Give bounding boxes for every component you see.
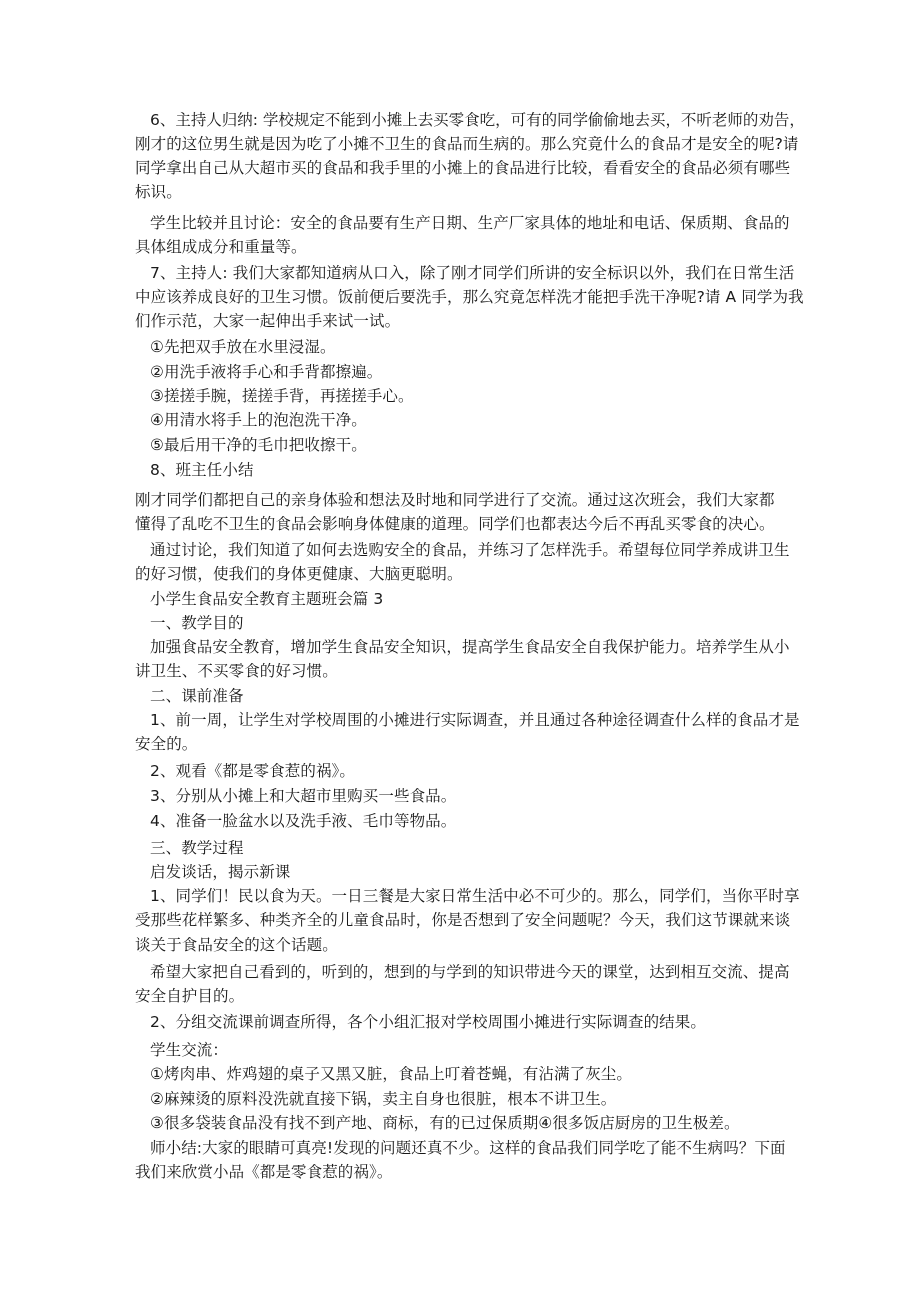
paragraph-line: 的好习惯，使我们的身体更健康、大脑更聪明。: [135, 565, 463, 583]
paragraph-line: 安全自护目的。: [135, 987, 245, 1005]
section-heading: 二、课前准备: [150, 687, 244, 705]
paragraph-line: 讲卫生、不买零食的好习惯。: [135, 662, 338, 680]
list-item: ⑤最后用干净的毛巾把收擦干。: [150, 436, 367, 454]
list-item: ①烤肉串、炸鸡翅的桌子又黑又脏，食品上叮着苍蝇，有沾满了灰尘。: [150, 1065, 632, 1083]
list-item: ①先把双手放在水里浸湿。: [150, 338, 336, 356]
paragraph-line: 6、主持人归纳: 学校规定不能到小摊上去买零食吃，可有的同学偷偷地去买，不听老师的劝告，: [150, 111, 805, 129]
sub-heading: 启发谈话，揭示新课: [150, 863, 291, 881]
paragraph-line: 具体组成成分和重量等。: [135, 238, 307, 256]
list-item: 4、准备一脸盆水以及洗手液、毛巾等物品。: [150, 812, 457, 830]
paragraph-line: 我们来欣赏小品《都是零食惹的祸》。: [135, 1163, 393, 1181]
list-item: ③搓搓手腕，搓搓手背，再搓搓手心。: [150, 387, 414, 405]
paragraph-line: 刚才同学们都把自己的亲身体验和想法及时地和同学进行了交流。通过这次班会，我们大家都: [135, 491, 775, 509]
paragraph-line: 同学拿出自己从大超市买的食品和我手里的小摊上的食品进行比较，看看安全的食品必须有哪些: [135, 159, 791, 177]
paragraph-line: 2、分组交流课前调查所得，各个小组汇报对学校周围小摊进行实际调查的结果。: [150, 1013, 706, 1031]
list-item: 2、观看《都是零食惹的祸》。: [150, 762, 356, 780]
paragraph-line: 受那些花样繁多、种类齐全的儿童食品时，你是否想到了安全问题呢？今天，我们这节课就来谈: [135, 911, 791, 929]
paragraph-line: 懂得了乱吃不卫生的食品会影响身体健康的道理。同学们也都表达今后不再乱买零食的决心。: [135, 515, 775, 533]
list-item: ③很多袋装食品没有找不到产地、商标，有的已过保质期④很多饭店厨房的卫生极差。: [150, 1114, 740, 1132]
paragraph-line: 希望大家把自己看到的，听到的，想到的与学到的知识带进今天的课堂，达到相互交流、提高: [150, 963, 790, 981]
list-item: 3、分别从小摊上和大超市里购买一些食品。: [150, 787, 457, 805]
paragraph-line: 谈关于食品安全的这个话题。: [135, 936, 338, 954]
list-item: ②麻辣烫的原料没洗就直接下锅，卖主自身也很脏，根本不讲卫生。: [150, 1090, 617, 1108]
paragraph-line: 1、同学们！民以食为天。一日三餐是大家日常生活中必不可少的。那么，同学们，当你平时享: [150, 887, 800, 905]
paragraph-line: 1、前一周，让学生对学校周围的小摊进行实际调查，并且通过各种途径调查什么样的食品才是: [150, 711, 800, 729]
paragraph-line: 学生比较并且讨论：安全的食品要有生产日期、生产厂家具体的地址和电话、保质期、食品的: [150, 214, 790, 232]
article-title: 小学生食品安全教育主题班会篇 3: [150, 590, 384, 608]
section-heading: 一、教学目的: [150, 614, 244, 632]
paragraph-line: 标识。: [135, 183, 182, 201]
section-heading: 8、班主任小结: [150, 461, 254, 479]
paragraph-line: 刚才的这位男生就是因为吃了小摊不卫生的食品而生病的。那么究竟什么的食品才是安全的呢?请: [135, 135, 799, 153]
paragraph-line: 师小结:大家的眼睛可真亮!发现的问题还真不少。这样的食品我们同学吃了能不生病吗？下面: [150, 1139, 786, 1157]
list-item: ②用洗手液将手心和手背都擦遍。: [150, 363, 383, 381]
paragraph-line: 中应该养成良好的卫生习惯。饭前便后要洗手，那么究竟怎样洗才能把手洗干净呢?请 A 同学为我: [135, 288, 804, 306]
list-item: ④用清水将手上的泡泡洗干净。: [150, 411, 367, 429]
paragraph-line: 7、主持人: 我们大家都知道病从口入，除了刚才同学们所讲的安全标识以外，我们在日常生活: [150, 264, 795, 282]
sub-heading: 学生交流：: [150, 1041, 229, 1059]
paragraph-line: 们作示范，大家一起伸出手来试一试。: [135, 312, 401, 330]
paragraph-line: 安全的。: [135, 735, 198, 753]
paragraph-line: 加强食品安全教育，增加学生食品安全知识，提高学生食品安全自我保护能力。培养学生从小: [150, 638, 790, 656]
section-heading: 三、教学过程: [150, 839, 244, 857]
paragraph-line: 通过讨论，我们知道了如何去选购安全的食品，并练习了怎样洗手。希望每位同学养成讲卫生: [150, 541, 790, 559]
